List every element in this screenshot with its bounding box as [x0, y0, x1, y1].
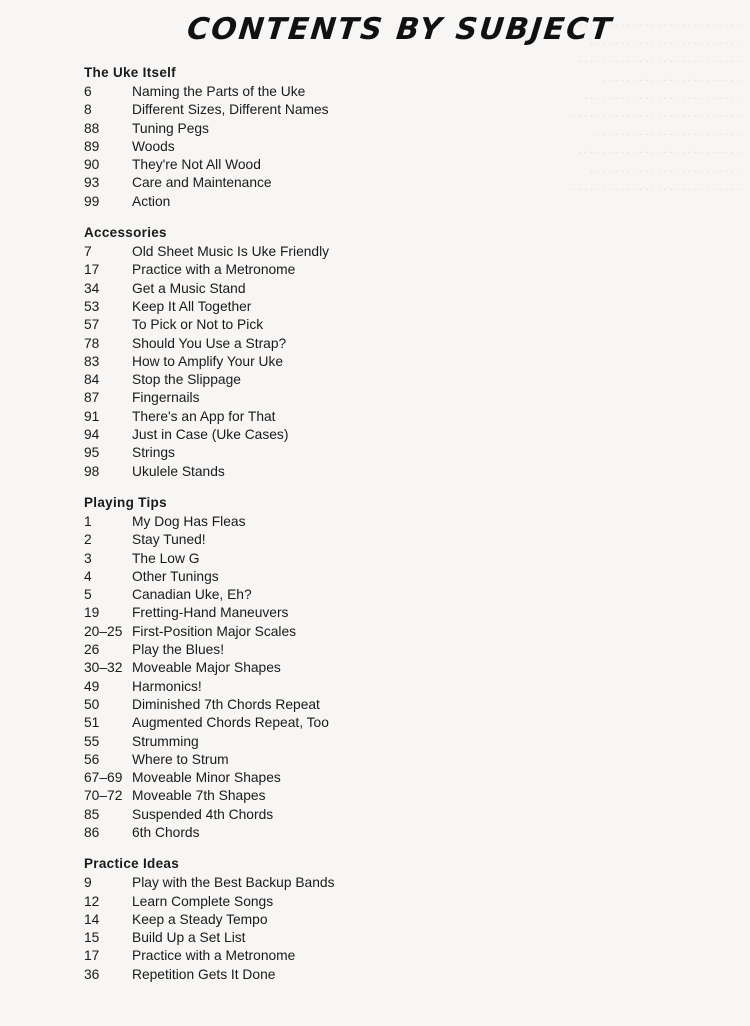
entry-title: First-Position Major Scales — [132, 623, 297, 639]
page-title: CONTENTS BY SUBJECT — [185, 12, 615, 47]
entry-title: Repetition Gets It Done — [132, 966, 276, 982]
entry-title: Stay Tuned! — [132, 532, 206, 548]
section-heading: Practice Ideas — [84, 856, 180, 872]
entry-page-number: 99 — [84, 193, 100, 209]
entry-page-number: 78 — [84, 335, 100, 351]
entry-title: Moveable Major Shapes — [132, 660, 281, 676]
contents-entry — [84, 604, 504, 622]
entry-page-number: 5 — [84, 587, 92, 603]
entry-title: Suspended 4th Chords — [132, 806, 274, 822]
contents-entry — [84, 787, 504, 805]
entry-page-number: 14 — [84, 911, 100, 927]
contents-entry — [84, 806, 504, 824]
contents-entry — [84, 696, 504, 714]
section-playing-tips — [84, 494, 504, 842]
entry-page-number: 84 — [84, 372, 100, 388]
entry-page-number: 2 — [84, 532, 92, 548]
entry-title: Diminished 7th Chords Repeat — [132, 696, 320, 712]
entry-page-number: 95 — [84, 445, 100, 461]
entry-page-number: 3 — [84, 550, 92, 566]
entry-title: To Pick or Not to Pick — [132, 317, 264, 333]
entry-page-number: 55 — [84, 733, 100, 749]
entry-title: Canadian Uke, Eh? — [132, 587, 252, 603]
entry-title: Where to Strum — [132, 751, 229, 767]
entry-page-number: 50 — [84, 696, 100, 712]
entry-page-number: 56 — [84, 751, 100, 767]
entry-page-number: 12 — [84, 893, 100, 909]
entry-page-number: 51 — [84, 715, 100, 731]
entry-title: 6th Chords — [132, 824, 200, 840]
entry-title: Build Up a Set List — [132, 930, 246, 946]
entry-title: How to Amplify Your Uke — [132, 353, 284, 369]
entry-page-number: 49 — [84, 678, 100, 694]
entry-page-number: 34 — [84, 280, 100, 296]
entry-page-number: 19 — [84, 605, 100, 621]
contents-entry — [84, 463, 504, 481]
entry-title: Practice with a Metronome — [132, 948, 296, 964]
entry-page-number: 86 — [84, 824, 100, 840]
contents-entry — [84, 353, 504, 371]
entry-page-number: 94 — [84, 427, 100, 443]
entry-title: There's an App for That — [132, 408, 276, 424]
entry-page-number: 36 — [84, 966, 100, 982]
entry-title: Ukulele Stands — [132, 463, 225, 479]
section-heading: The Uke Itself — [84, 65, 176, 80]
entry-page-number: 6 — [84, 84, 92, 99]
entry-title: Moveable 7th Shapes — [132, 788, 266, 804]
entry-title: Strings — [132, 445, 175, 461]
contents-entry — [84, 751, 504, 769]
contents-entry — [84, 193, 504, 211]
entry-title: Strumming — [132, 733, 199, 749]
contents-entry — [84, 911, 504, 929]
entry-page-number: 57 — [84, 317, 100, 333]
contents-entry — [84, 120, 504, 138]
contents-entry — [84, 947, 504, 965]
entry-title: Practice with a Metronome — [132, 262, 296, 278]
contents-entry — [84, 156, 504, 174]
contents-entry — [84, 641, 504, 659]
contents-entry — [84, 83, 504, 101]
entry-title: Woods — [132, 138, 175, 154]
entry-page-number: 20–25 — [84, 623, 123, 639]
entry-page-number: 8 — [84, 102, 92, 118]
entry-page-number: 17 — [84, 262, 100, 278]
entry-page-number: 15 — [84, 930, 100, 946]
entry-page-number: 85 — [84, 806, 100, 822]
contents-list — [84, 64, 504, 997]
contents-entry — [84, 966, 504, 984]
entry-page-number: 7 — [84, 244, 92, 260]
contents-entry — [84, 531, 504, 549]
entry-page-number: 93 — [84, 175, 100, 191]
entry-page-number: 89 — [84, 138, 100, 154]
contents-entry — [84, 568, 504, 586]
section-heading: Playing Tips — [84, 494, 167, 510]
entry-title: Keep It All Together — [132, 298, 252, 314]
entry-page-number: 17 — [84, 948, 100, 964]
contents-entry — [84, 929, 504, 947]
section-heading: Accessories — [84, 225, 167, 241]
contents-entry — [84, 101, 504, 119]
entry-title: Different Sizes, Different Names — [132, 102, 329, 118]
contents-entry — [84, 335, 504, 353]
contents-entry — [84, 659, 504, 677]
contents-entry — [84, 138, 504, 156]
entry-page-number: 1 — [84, 513, 92, 529]
entry-page-number: 87 — [84, 390, 100, 406]
contents-entry — [84, 261, 504, 279]
entry-title: Fingernails — [132, 390, 200, 406]
entry-title: Augmented Chords Repeat, Too — [132, 715, 329, 731]
entry-title: Stop the Slippage — [132, 372, 241, 388]
entry-page-number: 4 — [84, 568, 92, 584]
entry-title: Keep a Steady Tempo — [132, 911, 268, 927]
contents-entry — [84, 408, 504, 426]
entry-title: Learn Complete Songs — [132, 893, 274, 909]
entry-page-number: 91 — [84, 408, 100, 424]
contents-entry — [84, 444, 504, 462]
entry-title: Tuning Pegs — [132, 120, 209, 136]
entry-page-number: 98 — [84, 463, 100, 479]
entry-page-number: 26 — [84, 642, 100, 658]
contents-entry — [84, 623, 504, 641]
entry-title: They're Not All Wood — [132, 157, 261, 173]
section-the-uke-itself — [84, 64, 504, 211]
entry-title: Harmonics! — [132, 678, 202, 694]
entry-title: The Low G — [132, 550, 200, 566]
contents-entry — [84, 769, 504, 787]
entry-page-number: 67–69 — [84, 770, 123, 786]
entry-title: Should You Use a Strap? — [132, 335, 287, 351]
contents-entry — [84, 893, 504, 911]
contents-entry — [84, 733, 504, 751]
entry-title: Care and Maintenance — [132, 175, 272, 191]
contents-entry — [84, 714, 504, 732]
entry-title: Play with the Best Backup Bands — [132, 875, 335, 891]
contents-entry — [84, 316, 504, 334]
contents-entry — [84, 389, 504, 407]
entry-page-number: 88 — [84, 120, 100, 136]
entry-title: Play the Blues! — [132, 642, 225, 658]
entry-title: Other Tunings — [132, 568, 219, 584]
section-practice-ideas — [84, 855, 504, 984]
entry-page-number: 9 — [84, 875, 92, 891]
contents-entry — [84, 174, 504, 192]
entry-page-number: 53 — [84, 298, 100, 314]
entry-title: Action — [132, 193, 171, 209]
contents-entry — [84, 550, 504, 568]
entry-title: Naming the Parts of the Uke — [132, 84, 306, 99]
contents-entry — [84, 513, 504, 531]
contents-entry — [84, 298, 504, 316]
contents-entry — [84, 371, 504, 389]
bleed-through-text: . . . . . . . . . . . . . . . . . . . . . . . . . . . . . . . . . . . . . . . . . . . . . . . . . . . . . . . . . . . . . . . . . . . . . . . . . . . . . . . . . . . . . . . . . . . . . . . . . . . . . . . . . . . . . . . . . . . . . . . . . . . . . . . . . . . . . . . . . . . . . . . . . . . . . . . . . . . . . . . . . . . . . . . . . . . . . . . . . . . . . . . . . . . . . . . . . . . . . . . . . . . . . . . . . . . . . . . . . . . . . . . . . . . . . . . . . . . . . . . . . . . . . . . . . . . . . . . . . . . . . — [571, 17, 740, 193]
section-accessories — [84, 224, 504, 481]
contents-entry — [84, 280, 504, 298]
contents-entry — [84, 426, 504, 444]
entry-title: Fretting-Hand Maneuvers — [132, 605, 289, 621]
contents-entry — [84, 586, 504, 604]
entry-title: Moveable Minor Shapes — [132, 770, 281, 786]
entry-title: Old Sheet Music Is Uke Friendly — [132, 244, 330, 260]
contents-entry — [84, 824, 504, 842]
entry-page-number: 90 — [84, 157, 100, 173]
contents-entry — [84, 874, 504, 892]
entry-page-number: 83 — [84, 353, 100, 369]
entry-title: My Dog Has Fleas — [132, 513, 246, 529]
contents-entry — [84, 243, 504, 261]
entry-page-number: 70–72 — [84, 788, 123, 804]
entry-title: Get a Music Stand — [132, 280, 246, 296]
entry-title: Just in Case (Uke Cases) — [132, 427, 289, 443]
contents-entry — [84, 678, 504, 696]
entry-page-number: 30–32 — [84, 660, 123, 676]
